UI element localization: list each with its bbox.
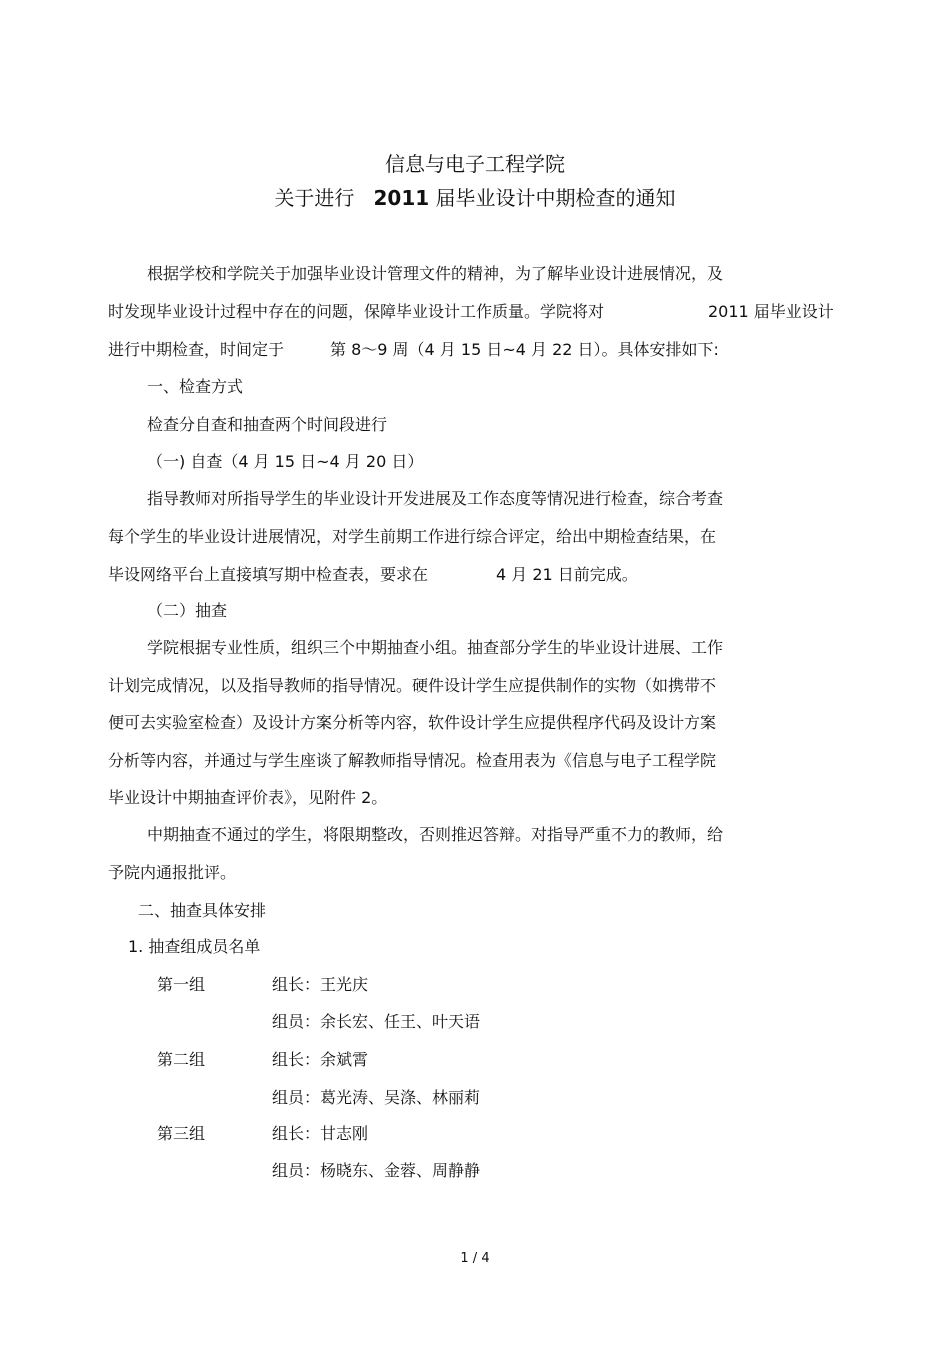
group-2-members: 组员：葛光涛、吴涤、林丽莉 <box>272 1088 481 1107</box>
title-prefix: 关于进行 <box>274 186 355 210</box>
p4-line-5: 毕业设计中期抽查评价表》，见附件 2。 <box>108 788 388 807</box>
title-line-1: 信息与电子工程学院 <box>385 152 565 176</box>
section-heading-2: 二、抽查具体安排 <box>138 901 267 920</box>
p4-line-4: 分析等内容，并通过与学生座谈了解教师指导情况。检查用表为《信息与电子工程学院 <box>108 751 717 770</box>
section-heading-1: 一、检查方式 <box>147 377 244 396</box>
p5-line-2: 予院内通报批评。 <box>108 863 237 882</box>
p5-line-1: 中期抽查不通过的学生，将限期整改，否则推迟答辩。对指导严重不力的教师，给 <box>147 825 724 844</box>
group-1-members: 组员：余长宏、任王、叶天语 <box>272 1012 481 1031</box>
p4-line-1: 学院根据专业性质，组织三个中期抽查小组。抽查部分学生的毕业设计进展、工作 <box>147 638 724 657</box>
group-3-leader: 组长：甘志刚 <box>272 1124 369 1143</box>
p2: 检查分自查和抽查两个时间段进行 <box>147 415 388 434</box>
group-3-members: 组员：杨晓东、金蓉、周静静 <box>272 1161 481 1180</box>
group-2-leader: 组长：余斌霄 <box>272 1050 369 1069</box>
p1-line-3-tail: 第 8～9 周（4 月 15 日~4 月 22 日）。具体安排如下: <box>330 340 719 359</box>
p4-line-2: 计划完成情况，以及指导教师的指导情况。硬件设计学生应提供制作的实物（如携带不 <box>108 676 717 695</box>
p1-line-2-tail: 2011 届毕业设计 <box>708 302 834 321</box>
page-number: 1 / 4 <box>460 1251 490 1266</box>
group-1-name: 第一组 <box>157 975 206 994</box>
p3-line-1: 指导教师对所指导学生的毕业设计开发进展及工作态度等情况进行检查，综合考查 <box>147 489 724 508</box>
group-1-leader: 组长：王光庆 <box>272 975 369 994</box>
group-3-name: 第三组 <box>157 1124 206 1143</box>
title-line-2 <box>0 182 950 211</box>
p1-line-1: 根据学校和学院关于加强毕业设计管理文件的精神，为了解毕业设计进展情况，及 <box>147 264 724 283</box>
title-suffix: 届毕业设计中期检查的通知 <box>435 186 676 210</box>
p3-line-3-tail: 4 月 21 日前完成。 <box>496 565 638 584</box>
list-item-1: 1. 抽查组成员名单 <box>128 937 261 956</box>
p4-line-3: 便可去实验室检查）及设计方案分析等内容，软件设计学生应提供程序代码及设计方案 <box>108 713 717 732</box>
p1-line-3: 进行中期检查，时间定于 <box>108 340 285 359</box>
subsection-self-check: （一) 自查（4 月 15 日~4 月 20 日） <box>147 452 424 471</box>
p3-line-2: 每个学生的毕业设计进展情况，对学生前期工作进行综合评定，给出中期检查结果，在 <box>108 527 717 546</box>
subsection-spot-check: （二）抽查 <box>147 601 228 620</box>
title-year: 2011 <box>373 186 430 210</box>
p3-line-3: 毕设网络平台上直接填写期中检查表，要求在 <box>108 565 429 584</box>
p1-line-2: 时发现毕业设计过程中存在的问题，保障毕业设计工作质量。学院将对 <box>108 302 605 321</box>
group-2-name: 第二组 <box>157 1050 206 1069</box>
